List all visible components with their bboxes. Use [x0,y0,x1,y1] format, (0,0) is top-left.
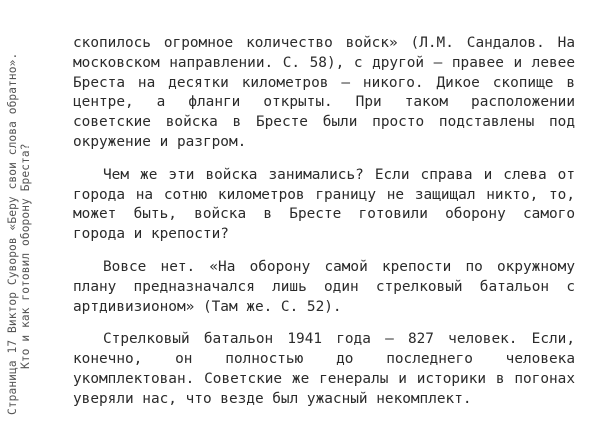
running-header-line-2: Кто и как готовил оборону Бреста? [19,143,32,369]
running-header-line-1: Страница 17 Виктор Суворов «Беру свои слова обратно». [6,52,19,415]
paragraph-4: Стрелковый батальон 1941 года – 827 человек. Если, конечно, он полностью до последнего человека укомплектован. Советские же генералы и историки в погонах уверяли нас, что везде был ужасный некомплект. [73,331,575,407]
paragraph-1: скопилось огромное количество войск» (Л.М. Сандалов. На московском направлении. С. 58), с другой – правее и левее Бреста на десятки километров – никого. Дикое скопище в центре, а фланги открыты. При таком расположении советские войска в Бресте были просто подставлены под окружение и разгром. [73,35,575,150]
paragraph-2: Чем же эти войска занимались? Если справа и слева от города на сотню километров границу не защищал никто, то, может быть, войска в Бресте готовили оборону самого города и крепости? [73,166,575,243]
page-body [73,34,575,423]
paragraph-3: Вовсе нет. «На оборону самой крепости по окружному плану предназначался лишь один стрелковый батальон с артдивизионом» (Там же. С. 52). [73,258,575,315]
running-header [6,15,32,415]
